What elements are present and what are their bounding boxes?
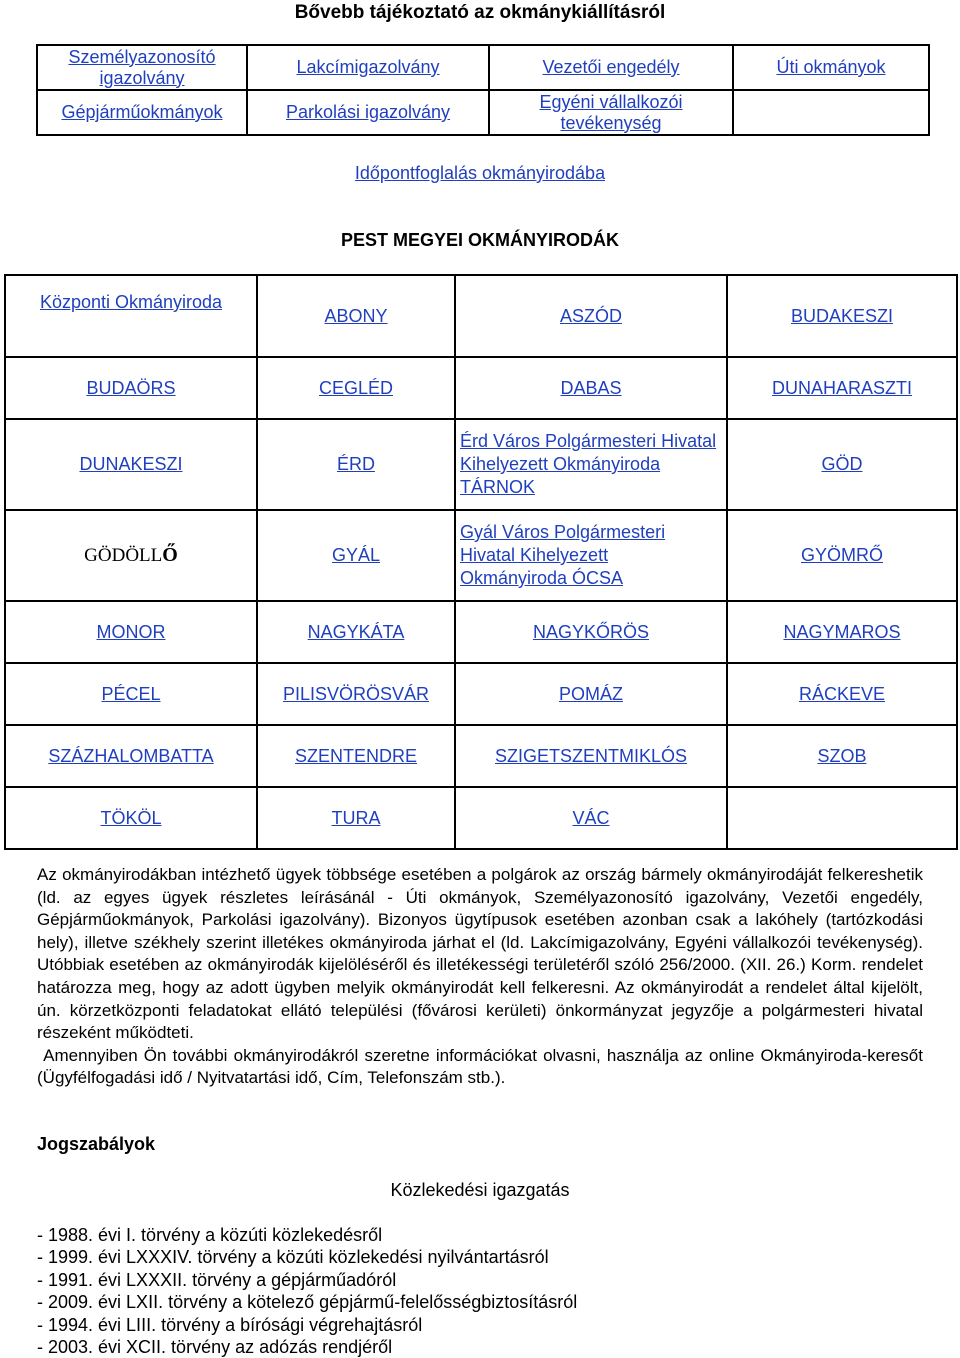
office-cegled[interactable]: CEGLÉD	[318, 377, 394, 398]
booking-link[interactable]: Időpontfoglalás okmányirodába	[354, 163, 606, 183]
info-paragraph-2: Amennyiben Ön további okmányirodákról szeretne információkat olvasni, használja az online Okmányiroda-keresőt (Ügyfélfogadási idő / Nyitvatartási idő, Cím, Telefonszám stb.).	[37, 1045, 928, 1088]
link-vehicle-documents[interactable]: Gépjárműokmányok	[61, 102, 223, 122]
office-erd[interactable]: ÉRD	[336, 454, 375, 474]
transport-heading: Közlekedési igazgatás	[390, 1180, 570, 1200]
office-rackeve[interactable]: RÁCKEVE	[798, 683, 886, 704]
offices-heading: PEST MEGYEI OKMÁNYIRODÁK	[340, 230, 620, 250]
legal-heading: Jogszabályok	[37, 1134, 156, 1154]
law-item: - 2009. évi LXII. törvény a kötelező gépjármű-felelősségbiztosításról	[37, 1292, 578, 1313]
link-sole-trader[interactable]: Egyéni vállalkozói tevékenység	[539, 91, 683, 133]
offices-table	[4, 274, 958, 850]
law-item: - 1991. évi LXXXII. törvény a gépjárműadóról	[37, 1269, 397, 1290]
empty-cell	[727, 787, 957, 849]
office-pomaz[interactable]: POMÁZ	[558, 683, 623, 704]
link-id-card[interactable]: Személyazonosító igazolvány	[68, 46, 216, 88]
office-monor[interactable]: MONOR	[96, 621, 166, 642]
office-pilisvorosvar[interactable]: PILISVÖRÖSVÁR	[282, 683, 430, 704]
office-god[interactable]: GÖD	[821, 454, 863, 474]
link-travel-documents[interactable]: Úti okmányok	[776, 57, 886, 77]
office-abony[interactable]: ABONY	[324, 305, 388, 326]
office-dunakeszi[interactable]: DUNAKESZI	[79, 454, 183, 474]
office-tarnok[interactable]: Érd Város Polgármesteri Hivatal Kihelyezett Okmányiroda TÁRNOK	[460, 431, 717, 497]
office-ocsa[interactable]: Gyál Város Polgármesteri Hivatal Kihelyezett Okmányiroda ÓCSA	[460, 522, 666, 588]
office-dabas[interactable]: DABAS	[560, 377, 622, 398]
office-central[interactable]: Központi Okmányiroda	[39, 292, 223, 312]
info-paragraph-1: Az okmányirodákban intézhető ügyek többsége esetében a polgárok az ország bármely okmányirodáját felkereshetik (ld. az egyes ügyek részletes leírásánál - Úti okmányok, Személyazonosító igazolvány, Vezetői engedély, Gépjárműokmányok, Parkolási igazolvány). Bizonyos ügytípusok esetében azonban csak a lakóhely (tartózkodási hely), illetve székhely szerint illetékes okmányiroda járhat el (ld. Lakcímigazolvány, Egyéni vállalkozói tevékenység). Utóbbiak esetében az okmányirodák kijelöléséről és illetékességi területéről szóló 256/2000. (XII. 26.) Korm. rendelet határozza meg, hogy az adott ügyben melyik okmányirodát kell felkeresni. Az okmányirodát a rendelet által kijelölt, ún. körzetközponti feladatokat ellátó települési (fővárosi kerületi) önkormányzat jegyzője a polgármesteri hivatal részeként működteti.	[37, 865, 923, 1043]
office-vac[interactable]: VÁC	[572, 807, 610, 828]
law-list	[37, 1224, 577, 1358]
office-tura[interactable]: TURA	[331, 807, 381, 828]
law-item: - 1999. évi LXXXIV. törvény a közúti közlekedési nyilvántartásról	[37, 1247, 549, 1268]
office-szazhalombatta[interactable]: SZÁZHALOMBATTA	[48, 745, 214, 766]
office-gyomro[interactable]: GYÖMRŐ	[800, 545, 883, 565]
law-item: - 1994. évi LIII. törvény a bírósági végrehajtásról	[37, 1314, 423, 1335]
office-nagykata[interactable]: NAGYKÁTA	[307, 621, 405, 642]
office-budakeszi[interactable]: BUDAKESZI	[790, 305, 894, 326]
office-budaors[interactable]: BUDAÖRS	[86, 377, 176, 398]
office-tokol[interactable]: TÖKÖL	[100, 807, 162, 828]
office-nagykoros[interactable]: NAGYKŐRÖS	[532, 621, 650, 642]
link-address-card[interactable]: Lakcímigazolvány	[296, 57, 440, 77]
info-text	[37, 864, 928, 1090]
document-links-table	[36, 44, 930, 136]
office-dunaharaszti[interactable]: DUNAHARASZTI	[771, 377, 912, 398]
office-aszod[interactable]: ASZÓD	[559, 305, 622, 326]
law-item: - 1988. évi I. törvény a közúti közlekedésről	[37, 1225, 383, 1245]
page-title: Bővebb tájékoztató az okmánykiállításról	[294, 2, 666, 23]
link-parking-card[interactable]: Parkolási igazolvány	[285, 102, 451, 122]
office-szentendre[interactable]: SZENTENDRE	[294, 745, 417, 766]
office-szob[interactable]: SZOB	[817, 745, 867, 766]
empty-cell	[733, 90, 929, 135]
office-gyal[interactable]: GYÁL	[331, 545, 381, 565]
office-nagymaros[interactable]: NAGYMAROS	[783, 621, 901, 642]
office-godollo: GÖDÖLLŐ	[5, 510, 257, 601]
link-driving-licence[interactable]: Vezetői engedély	[542, 57, 680, 77]
law-item: - 2003. évi XCII. törvény az adózás rendjéről	[37, 1337, 393, 1358]
office-szigetszentmiklos[interactable]: SZIGETSZENTMIKLÓS	[494, 745, 688, 766]
office-pecel[interactable]: PÉCEL	[101, 683, 161, 704]
